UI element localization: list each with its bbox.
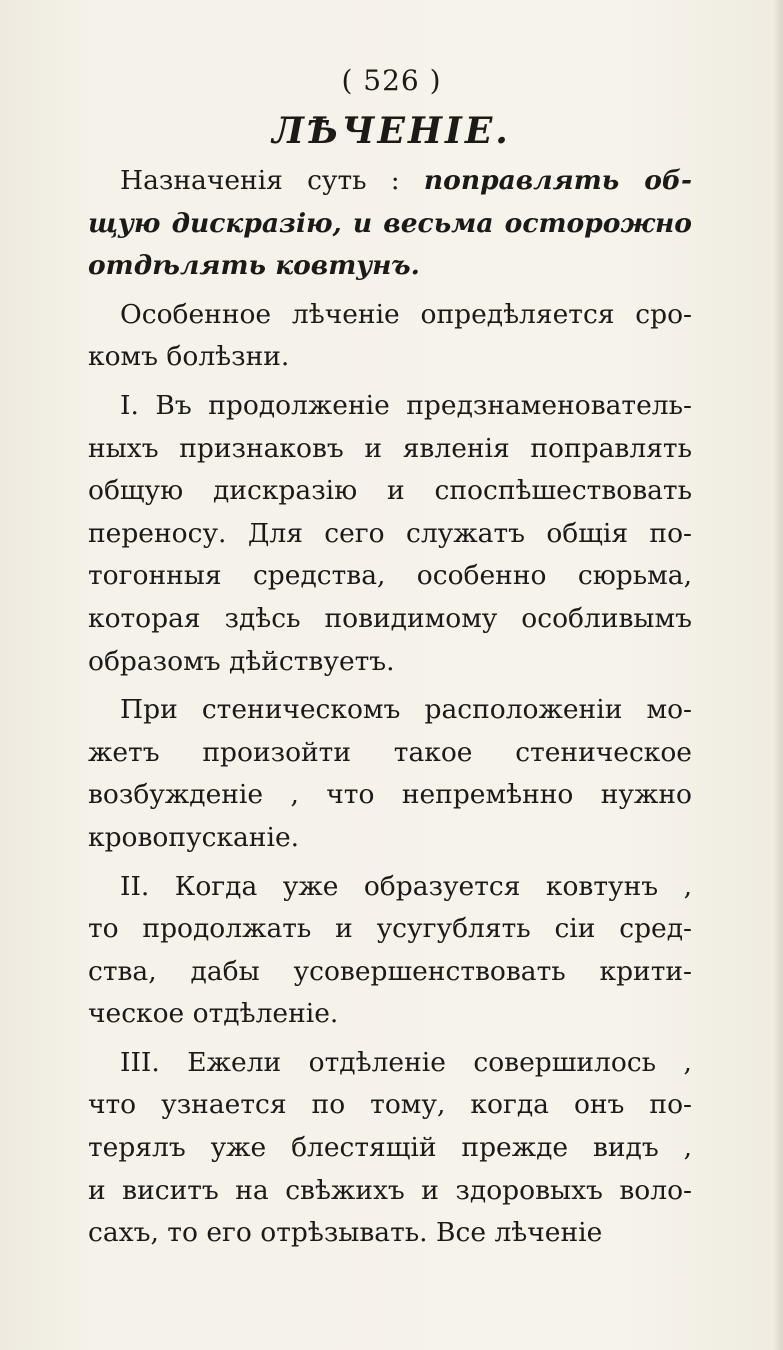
paragraph <box>88 689 692 859</box>
italic-text: щую дискразію, и весьма осторожно <box>88 207 692 239</box>
text-run: Особенное лѣченіе опредѣляется сро- <box>120 298 692 330</box>
text-line <box>88 641 692 684</box>
text-line <box>88 1042 692 1085</box>
text-run: переносу. Для сего служатъ общія по- <box>88 517 692 549</box>
section-heading: ЛѢЧЕНІЕ. <box>272 110 511 152</box>
paragraph <box>88 385 692 683</box>
text-line <box>88 294 692 337</box>
text-run: III. Ежели отдѣленіе совершилось , <box>120 1046 692 1078</box>
paragraph <box>88 294 692 379</box>
text-line <box>88 245 692 288</box>
text-run: общую дискразію и споспѣшествовать <box>88 475 692 507</box>
text-line <box>88 689 692 732</box>
text-line <box>88 1084 692 1127</box>
text-run: ства, дабы усовершенствовать крити- <box>88 955 692 987</box>
text-line <box>88 993 692 1036</box>
text-line <box>88 160 692 203</box>
paragraph <box>88 1042 692 1255</box>
text-run: ныхъ признаковъ и явленія поправлять <box>88 432 692 464</box>
text-line <box>88 908 692 951</box>
text-run: При стеническомъ расположеніи мо- <box>120 694 692 726</box>
text-run: II. Когда уже образуется ковтунъ , <box>120 870 692 902</box>
text-line <box>88 336 692 379</box>
paragraph <box>88 160 692 288</box>
text-line <box>88 1170 692 1213</box>
text-line <box>88 513 692 556</box>
text-run: возбужденіе , что непремѣнно нужно <box>88 779 692 811</box>
text-run: то продолжать и усугублять сіи сред- <box>88 913 692 945</box>
text-line <box>88 385 692 428</box>
text-line <box>88 1212 692 1255</box>
text-run: которая здѣсь повидимому особливымъ <box>88 602 692 634</box>
text-line <box>88 866 692 909</box>
text-line <box>88 428 692 471</box>
text-run: I. Въ продолженіе предзнаменователь- <box>120 389 692 421</box>
text-line <box>88 598 692 641</box>
text-run: ческое отдѣленіе. <box>88 998 339 1030</box>
text-run: сахъ, то его отрѣзывать. Все лѣченіе <box>88 1217 603 1249</box>
text-line <box>88 470 692 513</box>
text-line <box>88 203 692 246</box>
text-run: кровопусканіе. <box>88 821 300 853</box>
text-run: жетъ произойти такое стеническое <box>88 736 692 768</box>
italic-text: отдѣлять ковтунъ. <box>88 250 420 282</box>
text-line <box>88 1127 692 1170</box>
text-run: тогонныя средства, особенно сюрьма, <box>88 560 692 592</box>
text-line <box>88 555 692 598</box>
text-line <box>88 732 692 775</box>
text-line <box>88 817 692 860</box>
body-text <box>88 160 692 1255</box>
text-line <box>88 774 692 817</box>
text-run: комъ болѣзни. <box>88 341 290 373</box>
text-run: образомъ дѣйствуетъ. <box>88 645 395 677</box>
text-run: Назначенія суть : <box>120 165 424 196</box>
text-run: терялъ уже блестящій прежде видъ , <box>88 1132 692 1164</box>
text-run: и виситъ на свѣжихъ и здоровыхъ воло- <box>88 1174 692 1206</box>
page-number: ( 526 ) <box>341 64 442 97</box>
paragraph <box>88 866 692 1036</box>
text-run: что узнается по тому, когда онъ по- <box>88 1089 692 1121</box>
italic-text: поправлять об- <box>423 165 693 196</box>
page-edge-shadow <box>773 0 783 1350</box>
text-line <box>88 951 692 994</box>
